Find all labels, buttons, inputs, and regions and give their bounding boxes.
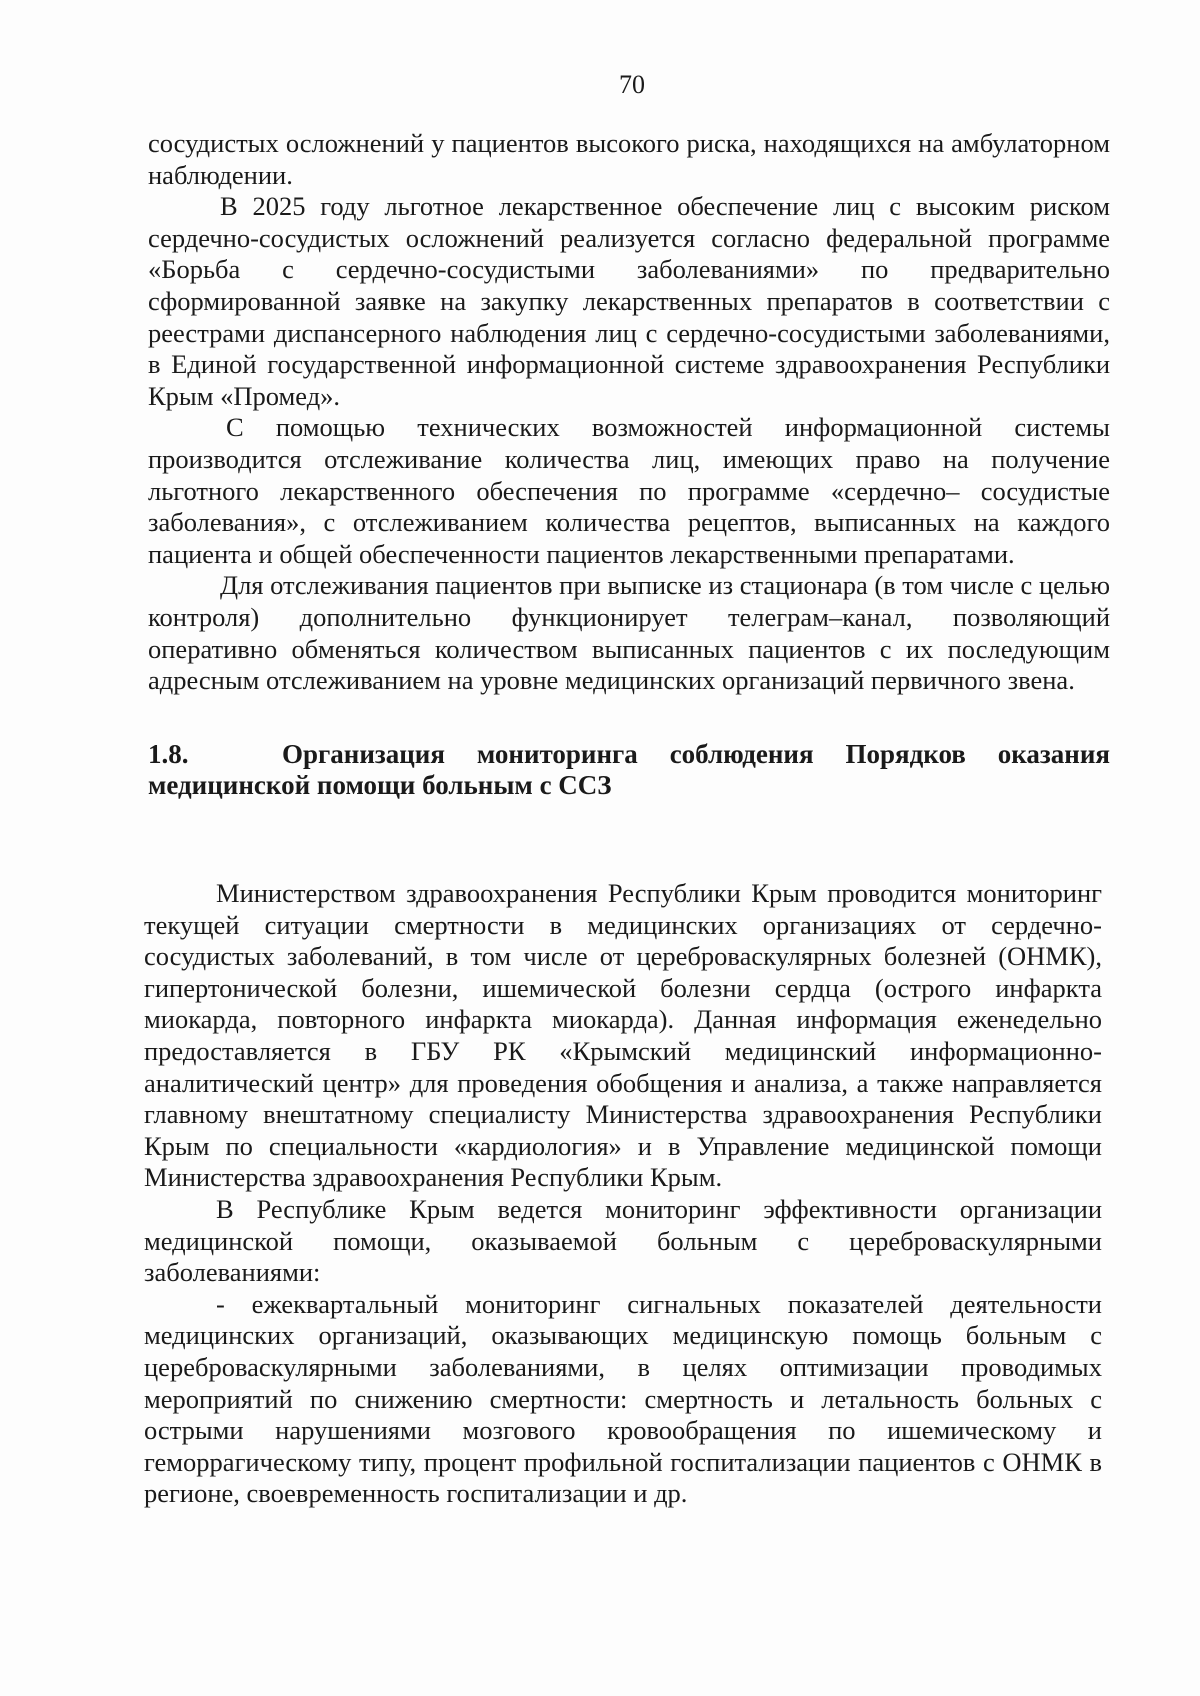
section-heading <box>148 739 1110 802</box>
list-item-quarterly-monitoring: - ежеквартальный мониторинг сигнальных показателей деятельности медицинских организаций, оказывающих медицинскую помощь больным с цереброваскулярными заболеваниями, в целях оптимизации проводимых мероприятий по снижению смертности: смертность и летальность больных с острыми нарушениями мозгового кровообращения по ишемическому и геморрагическому типу, процент профильной госпитализации пациентов с ОНМК в регионе, своевременность госпитализации и др. <box>144 1288 1102 1509</box>
page-number: 70 <box>619 70 645 99</box>
paragraph-telegram-channel: Для отслеживания пациентов при выписке из стационара (в том числе с целью контроля) дополнительно функционирует телеграм–канал, позволяющий оперативно обменяться количеством выписанных пациентов с их последующим адресным отслеживанием на уровне медицинских организаций первичного звена. <box>148 570 1110 696</box>
section-title: Организация мониторинга соблюдения Порядков оказания медицинской помощи больным с ССЗ <box>148 738 1110 801</box>
spacer <box>148 697 1110 739</box>
paragraph-mortality-monitoring: Министерством здравоохранения Республики Крым проводится мониторинг текущей ситуации смертности в медицинских организациях от сердечно-сосудистых заболеваний, в том числе от цереброваскулярных болезней (ОНМК), гипертонической болезни, ишемической болезни сердца (острого инфаркта миокарда, повторного инфаркта миокарда). Данная информация еженедельно предоставляется в ГБУ РК «Крымский медицинский информационно-аналитический центр» для проведения обобщения и анализа, а также направляется главному внештатному специалисту Министерства здравоохранения Республики Крым по специальности «кардиология» и в Управление медицинской помощи Министерства здравоохранения Республики Крым. <box>144 878 1102 1193</box>
paragraph-efficiency-monitoring: В Республике Крым ведется мониторинг эффективности организации медицинской помощи, оказываемой больным с цереброваскулярными заболеваниями: <box>144 1193 1102 1288</box>
paragraph-continuation: сосудистых осложнений у пациентов высокого риска, находящихся на амбулаторном наблюдении. <box>148 128 1110 190</box>
paragraph-drug-provision: В 2025 году льготное лекарственное обеспечение лиц с высоким риском сердечно-сосудистых осложнений реализуется согласно федеральной программе «Борьба с сердечно-сосудистыми заболеваниями» по предварительно сформированной заявке на закупку лекарственных препаратов в соответствии с реестрами диспансерного наблюдения лиц с сердечно-сосудистыми заболеваниями, в Единой государственной информационной системе здравоохранения Республики Крым «Промед». <box>148 191 1110 411</box>
text-column-bottom <box>144 878 1102 1510</box>
paragraph-information-system: С помощью технических возможностей информационной системы производится отслеживание количества лиц, имеющих право на получение льготного лекарственного обеспечения по программе «сердечно– сосудистые заболевания», с отслеживанием количества рецептов, выписанных на каждого пациента и общей обеспеченности пациентов лекарственными препаратами. <box>148 412 1110 569</box>
section-number: 1.8. <box>148 738 189 769</box>
text-column-top <box>148 128 1110 802</box>
